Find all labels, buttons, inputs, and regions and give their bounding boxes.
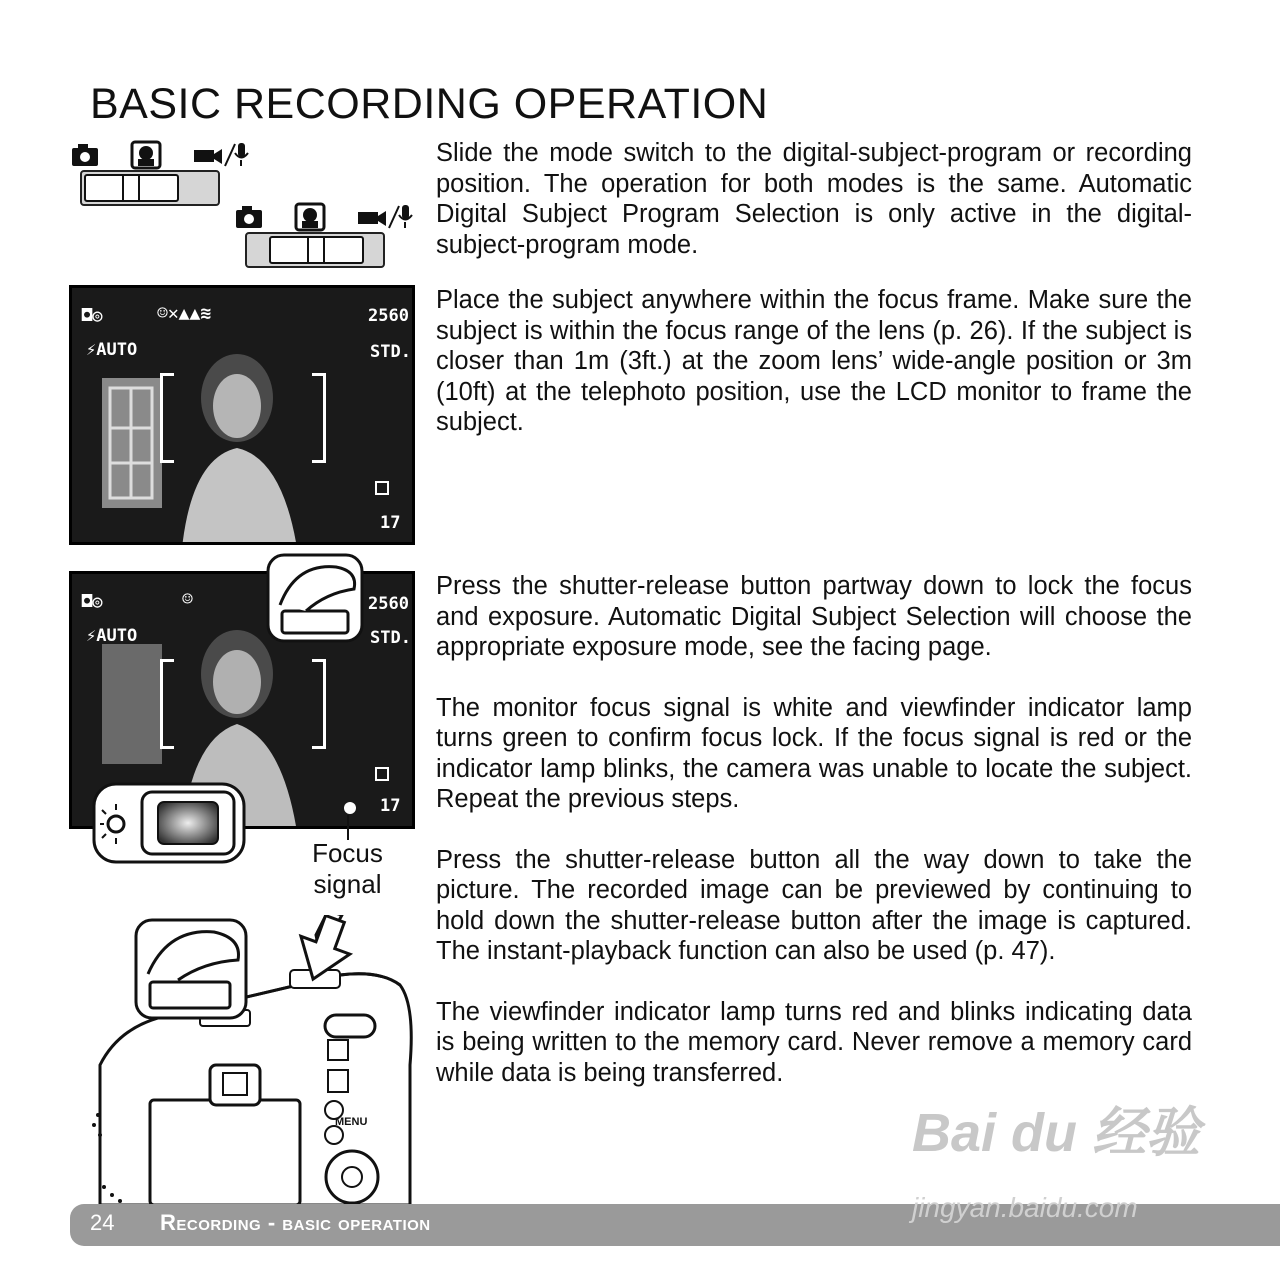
flash-mode: ⚡AUTO [86, 626, 138, 646]
instruction-text [436, 138, 1192, 290]
image-quality: STD. [370, 342, 411, 362]
paragraph-data-writing: The viewfinder indicator lamp turns red and blinks indicating data is being written to the memory card. Never remove a memory card while data is being transferred. [436, 997, 1192, 1087]
focus-signal-label: Focus signal [312, 838, 383, 899]
portrait-program-icon [296, 204, 324, 230]
paragraph-full-press: Press the shutter-release button all the way down to take the picture. The recorded image can be previewed by continuing to hold down the shutter-release button after the image is captured. The instant-playback function can also be used (p. 47). [436, 845, 1192, 965]
camera-icon [72, 144, 98, 166]
card-icon [375, 767, 389, 781]
mode-slider-2 [245, 232, 385, 268]
focus-frame-right [312, 373, 326, 463]
viewfinder-lamp-inset-icon [92, 782, 252, 866]
mode-slider-1 [80, 170, 220, 206]
frame-counter: 17 [380, 513, 401, 533]
portrait-program-icon [132, 142, 160, 168]
focus-frame-left [160, 659, 174, 749]
frame-counter: 17 [380, 796, 401, 816]
instruction-text [436, 285, 1192, 468]
finger-press-inset-icon [266, 553, 366, 645]
paragraph-focus-frame: Place the subject anywhere within the focus frame. Make sure the subject is within the focus range of the lens (p. 26). If the subject is closer than 1m (3ft.) at the zoom lens’ wide-angle position or 3m (10ft) at the telephoto position, use the LCD monitor to frame the subject. [436, 286, 1192, 436]
mode-indicator-icon: ◘◎ [82, 306, 103, 326]
focus-signal-pointer-line [347, 815, 349, 840]
mode-slider-knob [269, 236, 364, 264]
movie-voice-icon [358, 205, 412, 228]
image-size: 2560 [368, 594, 409, 614]
page-number: 24 [90, 1210, 115, 1235]
card-icon [375, 481, 389, 495]
watermark-logo: Bai du 经验 [912, 1103, 1201, 1163]
lcd-monitor-framing [69, 285, 415, 545]
instruction-text [436, 571, 1192, 1118]
scene-illustration [72, 288, 415, 545]
svg-text:MENU: MENU [335, 1116, 368, 1128]
flash-mode: ⚡AUTO [86, 340, 138, 360]
mode-icons-row [70, 140, 260, 170]
press-arrow-icon [294, 915, 354, 985]
mode-indicator-icon: ◘◎ [82, 592, 103, 612]
camera-icon [236, 206, 262, 228]
finger-full-press-inset-icon [134, 918, 250, 1022]
mode-icons-row [234, 202, 424, 232]
subject-program-icons: ☺✕▲▲≋ [157, 303, 212, 324]
portrait-selected-icon: ☺ [182, 589, 193, 610]
paragraph-focus-signal: The monitor focus signal is white and viewfinder indicator lamp turns green to confirm focus lock. If the focus signal is red or the indicator lamp blinks, the camera was unable to locate the subject. Repeat the previous steps. [436, 693, 1192, 813]
section-title: Recording - basic operation [160, 1210, 431, 1235]
watermark-url: jingyan.baidu.com [912, 1192, 1138, 1223]
image-size: 2560 [368, 306, 409, 326]
image-quality: STD. [370, 628, 411, 648]
paragraph-mode-switch: Slide the mode switch to the digital-subject-program or recording position. The operation for both modes is the same. Automatic Digital Subject Program Selection is only active in the digital-subject-program mode. [436, 139, 1192, 259]
mode-slider-knob [84, 174, 179, 202]
focus-signal-dot [344, 802, 356, 814]
paragraph-partway-press: Press the shutter-release button partway down to lock the focus and exposure. Automatic Digital Subject Selection will choose the appropriate exposure mode, see the facing page. [436, 572, 1192, 661]
movie-voice-icon [194, 143, 248, 166]
page-title: BASIC RECORDING OPERATION [90, 80, 769, 128]
camera-illustration [80, 915, 420, 1205]
focus-frame-right [312, 659, 326, 749]
focus-frame-left [160, 373, 174, 463]
